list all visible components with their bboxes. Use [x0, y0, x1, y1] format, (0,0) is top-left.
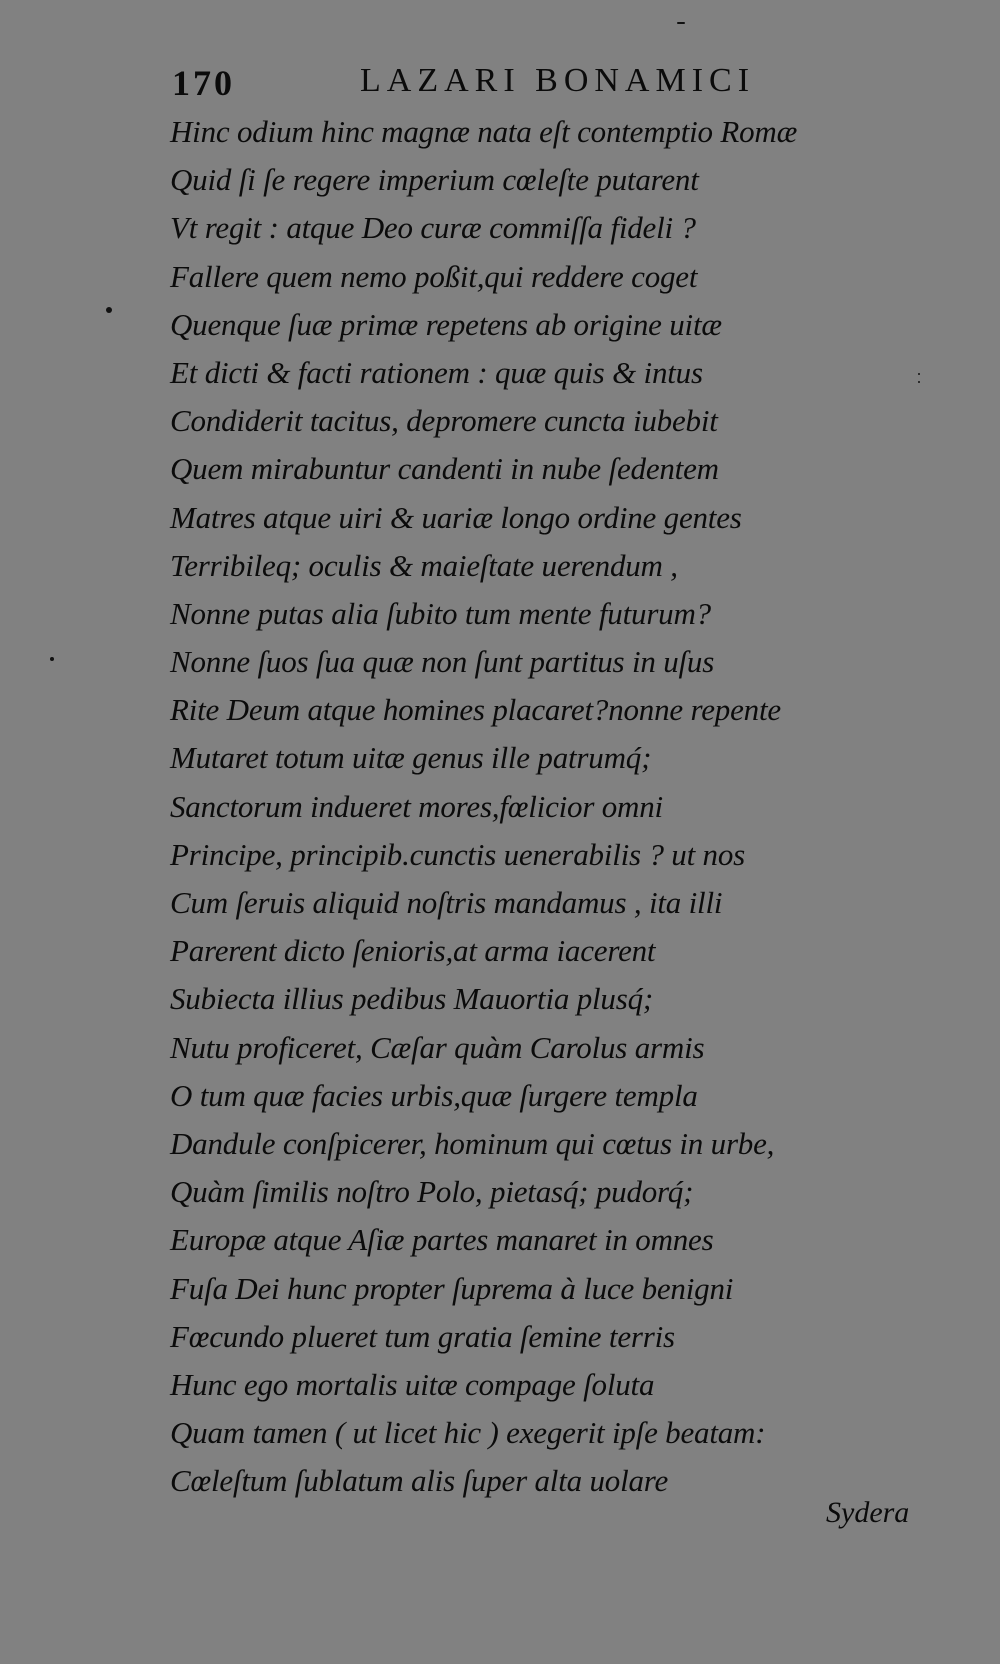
verse-list: [170, 108, 910, 1505]
ink-speck: [677, 22, 685, 24]
ink-speck: [918, 373, 920, 375]
verse-line: Sanctorum indueret mores,fœlicior omni: [170, 788, 663, 824]
verse-line: Principe, principib.cunctis uenerabilis ? ut nos: [170, 836, 746, 872]
verse-line: Quenque ſuæ primæ repetens ab origine uitæ: [170, 306, 722, 342]
verse-line: Matres atque uiri & uariæ longo ordine gentes: [170, 499, 742, 535]
verse-line: Europæ atque Aſiæ partes manaret in omnes: [170, 1222, 714, 1258]
catchword: Sydera: [826, 1496, 910, 1529]
verse-line: Rite Deum atque homines placaret?nonne repente: [170, 692, 781, 728]
verse-line: Hinc odium hinc magnæ nata eſt contemptio Romæ: [170, 114, 798, 149]
verse-line: Mutaret totum uitæ genus ille patrumq́;: [170, 740, 652, 776]
verse-line: Nutu proficeret, Cæſar quàm Carolus armis: [170, 1029, 705, 1065]
verse-line: Et dicti & facti rationem : quæ quis & intus: [170, 354, 703, 390]
verse-line: Vt regit : atque Deo curæ commiſſa fideli ?: [170, 210, 696, 246]
verse-line: Quem mirabuntur candenti in nube ſedentem: [170, 451, 719, 487]
verse-line: Nonne ſuos ſua quæ non ſunt partitus in uſus: [170, 644, 715, 680]
verse-line: Hunc ego mortalis uitæ compage ſoluta: [170, 1366, 655, 1402]
verse-line: Parerent dicto ſenioris,at arma iacerent: [170, 933, 656, 969]
verse-line: Cum ſeruis aliquid noſtris mandamus , ita illi: [170, 885, 723, 920]
verse-line: Dandule conſpicerer, hominum qui cœtus in urbe,: [170, 1125, 775, 1161]
ink-speck: [50, 657, 54, 661]
running-head: [172, 62, 852, 106]
verse-line: Nonne putas alia ſubito tum mente futurum?: [170, 595, 711, 631]
verse-line: Cœleſtum ſublatum alis ſuper alta uolare: [170, 1463, 669, 1499]
verse-line: Subiecta illius pedibus Mauortia plusq́;: [170, 981, 654, 1017]
verse-line: Fœcundo plueret tum gratia ſemine terris: [170, 1318, 675, 1354]
verse-line: Quam tamen ( ut licet hic ) exegerit ipſe beatam:: [170, 1415, 766, 1451]
verse-line: Fallere quem nemo poßit,qui reddere coget: [170, 258, 698, 294]
page-number: 170: [172, 63, 235, 103]
ink-speck: [918, 381, 920, 383]
verse-line: O tum quæ facies urbis,quæ ſurgere templa: [170, 1077, 698, 1113]
verse-line: Condiderit tacitus, depromere cuncta iubebit: [170, 403, 718, 439]
verse-line: Quid ſi ſe regere imperium cœleſte putarent: [170, 162, 699, 198]
running-title: LAZARI BONAMICI: [360, 62, 756, 99]
verse-line: Fuſa Dei hunc propter ſuprema à luce benigni: [170, 1270, 734, 1306]
ink-speck: [106, 307, 112, 313]
verse-line: Terribileq; oculis & maieſtate uerendum ,: [170, 547, 678, 583]
verse-line: Quàm ſimilis noſtro Polo, pietasq́; pudorq́;: [170, 1174, 694, 1210]
